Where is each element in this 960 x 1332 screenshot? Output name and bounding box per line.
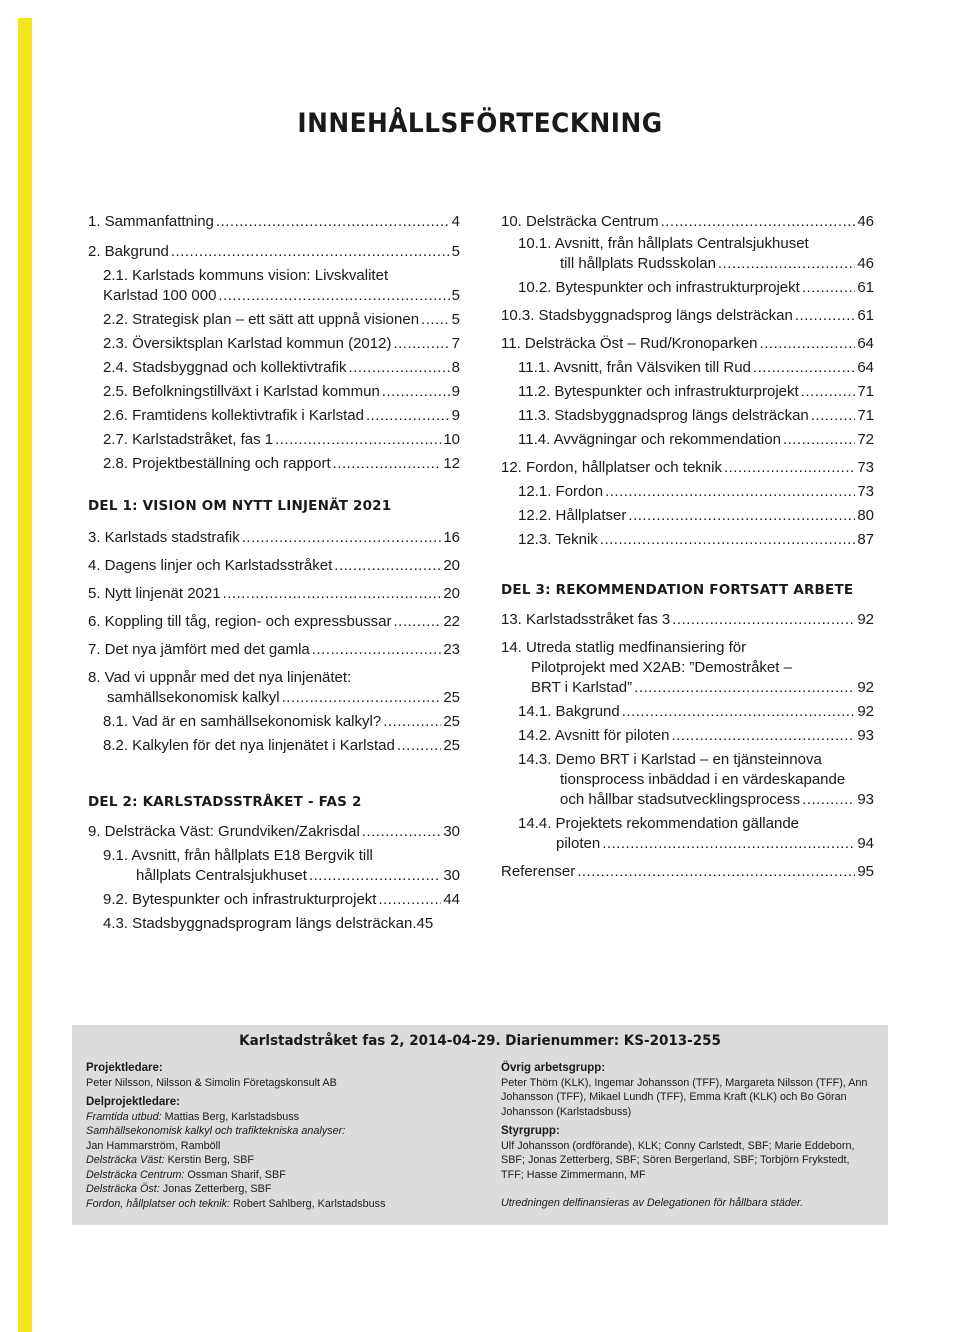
funding-note: Utredningen delfinansieras av Delegationen för hållbara städer.	[501, 1197, 804, 1209]
credits-heading: Karlstadstråket fas 2, 2014-04-29. Diarienummer: KS-2013-255	[239, 1033, 721, 1049]
section-heading: DEL 2: KARLSTADSSTRÅKET - FAS 2	[88, 794, 362, 810]
toc-entry[interactable]: 10.3. Stadsbyggnadsprog längs delsträckan ..... 61	[501, 306, 874, 326]
styrgrupp-label: Styrgrupp:	[501, 1125, 560, 1137]
toc-entry[interactable]: 12.3. Teknik ..... 87	[501, 530, 874, 550]
toc-entry[interactable]: 14.4. Projektets rekommendation gällande piloten ..... 94	[501, 814, 874, 854]
toc-right-column	[501, 212, 874, 882]
toc-entry[interactable]: 2.2. Strategisk plan – ett sätt att uppnå visionen ..... 5	[88, 310, 460, 330]
toc-entry[interactable]: 4.3. Stadsbyggnadsprogram längs delsträckan. 45	[103, 915, 434, 932]
toc-entry[interactable]: 11. Delsträcka Öst – Rud/Kronoparken ..... 64	[501, 334, 874, 354]
section-heading: DEL 1: VISION OM NYTT LINJENÄT 2021	[88, 498, 392, 514]
projektledare-label: Projektledare:	[86, 1062, 163, 1074]
styrgrupp-value: Ulf Johansson (ordförande), KLK; Conny Carlstedt, SBF; Marie Eddeborn, SBF; Jonas Zetterberg, SBF; Sören Bergerland, SBF; Torbjörn Frykstedt, TFF; Hasse Zimmermann, MF	[501, 1139, 855, 1181]
projektledare-value: Peter Nilsson, Nilsson & Simolin Företagskonsult AB	[86, 1076, 337, 1089]
toc-entry[interactable]: 2.1. Karlstads kommuns vision: Livskvalitet Karlstad 100 000 ..... 5	[88, 266, 460, 306]
credit-line: Delsträcka Centrum: Ossman Sharif, SBF	[86, 1168, 286, 1181]
toc-entry[interactable]: 14.3. Demo BRT i Karlstad – en tjänsteinnova tionsprocess inbäddad i en värdeskapande och hållbar stadsutvecklingsprocess ..... 93	[501, 750, 874, 810]
toc-entry[interactable]: 9.2. Bytespunkter och infrastrukturprojekt ..... 44	[88, 890, 460, 910]
toc-entry[interactable]: 1. Sammanfattning ..... 4	[88, 212, 460, 232]
credit-line: Delsträcka Öst: Jonas Zetterberg, SBF	[86, 1183, 272, 1195]
toc-entry[interactable]: 2.4. Stadsbyggnad och kollektivtrafik ..... 8	[88, 358, 460, 378]
toc-entry[interactable]: Referenser ..... 95	[501, 862, 874, 882]
toc-entry[interactable]: 10. Delsträcka Centrum ..... 46	[501, 212, 874, 232]
toc-entry[interactable]: 11.1. Avsnitt, från Välsviken till Rud ..... 64	[501, 358, 874, 378]
page-title: INNEHÅLLSFÖRTECKNING	[297, 108, 663, 139]
toc-left-column	[88, 212, 460, 934]
toc-entry[interactable]: 13. Karlstadsstråket fas 3 ..... 92	[501, 610, 874, 630]
toc-entry[interactable]: 4. Dagens linjer och Karlstadsstråket ..... 20	[88, 556, 460, 576]
toc-entry[interactable]: 7. Det nya jämfört med det gamla ..... 23	[88, 640, 460, 660]
credit-line: Samhällsekonomisk kalkyl och trafiktekniska analyser:	[86, 1125, 346, 1137]
arbetsgrupp-value: Peter Thörn (KLK), Ingemar Johansson (TFF), Margareta Nilsson (TFF), Ann Johansson (TFF), Mikael Lundh (TFF), Emma Kraft (KLK) och Bo Göran Johansson (Karlstadsbuss)	[501, 1076, 868, 1118]
credit-line: Jan Hammarström, Ramböll	[86, 1139, 221, 1152]
toc-entry[interactable]: 10.2. Bytespunkter och infrastrukturprojekt ..... 61	[501, 278, 874, 298]
toc-entry[interactable]: 12.2. Hållplatser ..... 80	[501, 506, 874, 526]
yellow-margin-bar	[18, 18, 32, 1332]
toc-entry[interactable]: 2.8. Projektbeställning och rapport ..... 12	[88, 454, 460, 474]
credits-box	[72, 1025, 888, 1225]
credit-line: Framtida utbud: Mattias Berg, Karlstadsbuss	[86, 1110, 300, 1123]
toc-entry[interactable]: 2.5. Befolkningstillväxt i Karlstad kommun ..... 9	[88, 382, 460, 402]
toc-entry[interactable]: 9. Delsträcka Väst: Grundviken/Zakrisdal ..... 30	[88, 822, 460, 842]
delprojektledare-label: Delprojektledare:	[86, 1096, 180, 1108]
toc-entry[interactable]: 14.2. Avsnitt för piloten ..... 93	[501, 726, 874, 746]
toc-entry[interactable]: 12. Fordon, hållplatser och teknik ..... 73	[501, 458, 874, 478]
section-heading: DEL 3: REKOMMENDATION FORTSATT ARBETE	[501, 582, 854, 598]
toc-entry[interactable]: 9.1. Avsnitt, från hållplats E18 Bergvik till hållplats Centralsjukhuset ..... 30	[88, 846, 460, 886]
toc-entry[interactable]: 8.2. Kalkylen för det nya linjenätet i Karlstad ..... 25	[88, 736, 460, 756]
arbetsgrupp-label: Övrig arbetsgrupp:	[501, 1062, 606, 1074]
toc-entry[interactable]: 12.1. Fordon ..... 73	[501, 482, 874, 502]
toc-entry[interactable]: 2. Bakgrund ..... 5	[88, 242, 460, 262]
toc-entry[interactable]: 2.7. Karlstadstråket, fas 1 ..... 10	[88, 430, 460, 450]
credits-left-column	[86, 1061, 476, 1211]
toc-entry[interactable]: 14. Utreda statlig medfinansiering för Pilotprojekt med X2AB: ”Demostråket – BRT i Karlstad” ..... 92	[501, 638, 874, 698]
toc-entry[interactable]: 6. Koppling till tåg, region- och expressbussar ..... 22	[88, 612, 460, 632]
credit-line: Fordon, hållplatser och teknik: Robert Sahlberg, Karlstadsbuss	[86, 1197, 386, 1210]
toc-entry[interactable]: 8. Vad vi uppnår med det nya linjenätet: samhällsekonomisk kalkyl ..... 25	[88, 668, 460, 708]
credits-right-column	[501, 1061, 875, 1211]
toc-entry[interactable]: 11.4. Avvägningar och rekommendation ..... 72	[501, 430, 874, 450]
toc-entry[interactable]: 10.1. Avsnitt, från hållplats Centralsjukhuset till hållplats Rudsskolan ..... 46	[501, 234, 874, 274]
toc-entry[interactable]: 3. Karlstads stadstrafik ..... 16	[88, 528, 460, 548]
toc-entry[interactable]: 2.3. Översiktsplan Karlstad kommun (2012) ..... 7	[88, 334, 460, 354]
toc-entry[interactable]: 5. Nytt linjenät 2021 ..... 20	[88, 584, 460, 604]
toc-entry[interactable]: 8.1. Vad är en samhällsekonomisk kalkyl? ..... 25	[88, 712, 460, 732]
toc-entry[interactable]: 2.6. Framtidens kollektivtrafik i Karlstad ..... 9	[88, 406, 460, 426]
toc-entry[interactable]: 14.1. Bakgrund ..... 92	[501, 702, 874, 722]
toc-entry[interactable]: 11.3. Stadsbyggnadsprog längs delsträckan ..... 71	[501, 406, 874, 426]
toc-entry[interactable]: 11.2. Bytespunkter och infrastrukturprojekt ..... 71	[501, 382, 874, 402]
credit-line: Delsträcka Väst: Kerstin Berg, SBF	[86, 1154, 255, 1166]
